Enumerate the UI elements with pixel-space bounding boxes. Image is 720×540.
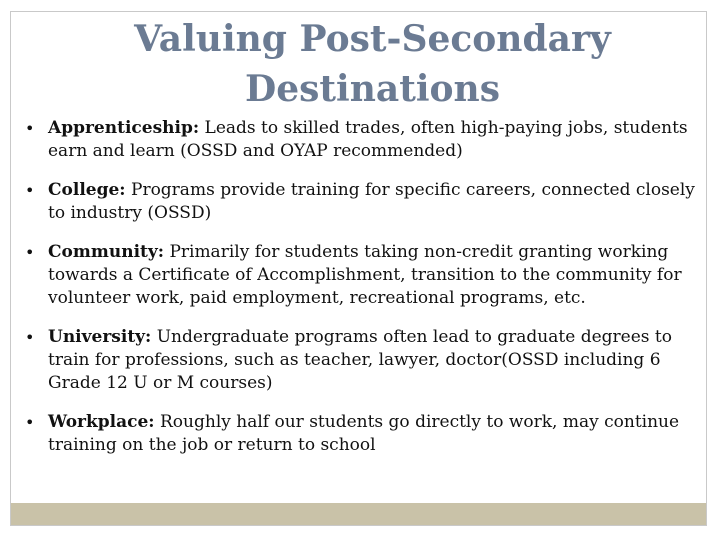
bullet-text: Primarily for students taking non-credit granting working towards a Certificate of Accomplishment, transition to the community for volunteer work, paid employment, recreational programs, etc. [48, 242, 682, 308]
footer-bar [11, 503, 706, 525]
bullet-item-university [22, 326, 702, 395]
bullet-text: Leads to skilled trades, often high-paying jobs, students earn and learn (OSSD and OYAP recommended) [48, 118, 688, 161]
bullet-term: College: [48, 180, 126, 200]
bullet-item-community [22, 241, 702, 310]
bullet-term: University: [48, 327, 152, 347]
bullet-text: Undergraduate programs often lead to graduate degrees to train for professions, such as teacher, lawyer, doctor(OSSD including 6 Grade 12 U or M courses) [48, 327, 672, 393]
bullet-text: Programs provide training for specific careers, connected closely to industry (OSSD) [48, 180, 695, 223]
bullet-item-apprenticeship [22, 117, 702, 163]
bullet-item-college [22, 179, 702, 225]
bullet-term: Apprenticeship: [48, 118, 200, 138]
slide-title: Valuing Post-Secondary Destinations [134, 18, 611, 110]
bullet-dot-icon: • [25, 328, 35, 347]
bullet-text: Roughly half our students go directly to work, may continue training on the job or return to school [48, 412, 680, 455]
bullet-dot-icon: • [25, 243, 35, 262]
bullet-term: Workplace: [48, 412, 155, 432]
bullet-dot-icon: • [25, 413, 35, 432]
bullet-term: Community: [48, 242, 165, 262]
bullet-dot-icon: • [25, 181, 35, 200]
bullet-dot-icon: • [25, 119, 35, 138]
bullet-list [22, 117, 702, 457]
bullet-item-workplace [22, 411, 702, 457]
